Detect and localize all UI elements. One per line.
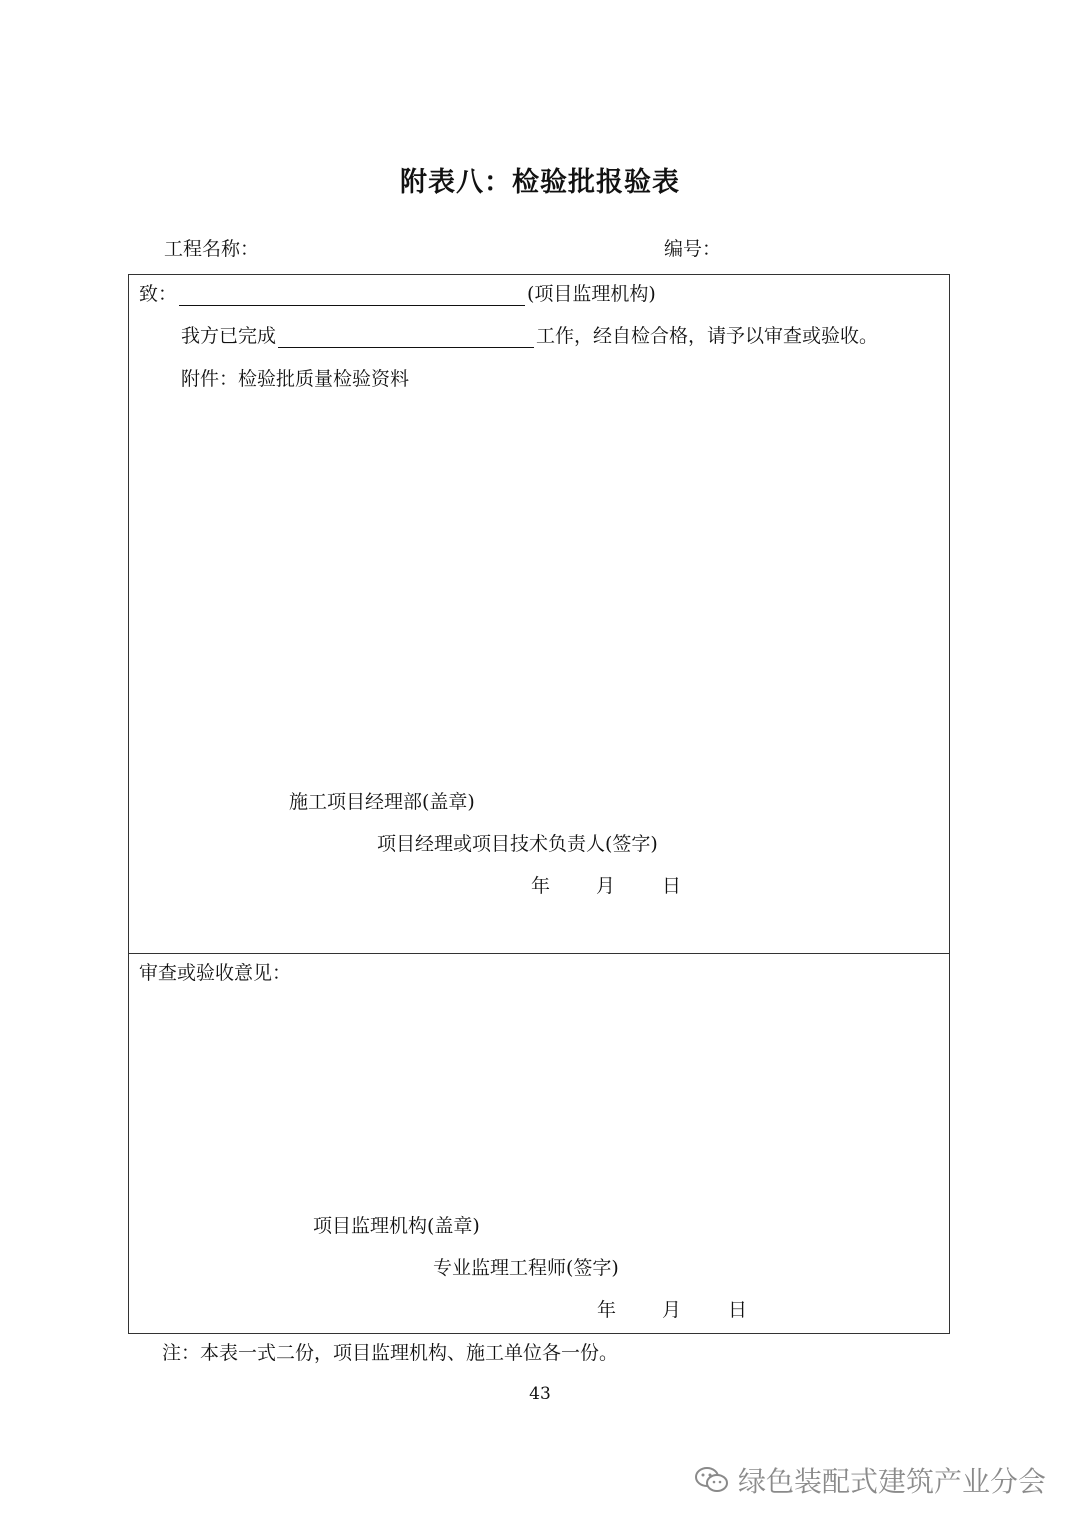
watermark-text: 绿色装配式建筑产业分会 — [737, 1465, 1046, 1498]
addressee-prefix: 致： — [139, 283, 178, 305]
review-opinion-label: 审查或验收意见： — [139, 962, 292, 984]
contractor-date-year: 年 — [531, 875, 551, 897]
completion-statement — [181, 321, 878, 348]
completion-suffix: 工作，经自检合格，请予以审查或验收。 — [536, 325, 879, 347]
section-divider — [129, 953, 949, 954]
page-number: 43 — [529, 1384, 551, 1404]
supervisor-date-day: 日 — [728, 1299, 748, 1321]
wechat-icon — [694, 1465, 730, 1495]
project-name-label: 工程名称： — [164, 238, 260, 260]
completed-work-blank[interactable] — [278, 327, 534, 348]
inspection-form-table — [128, 274, 950, 1334]
footnote: 注：本表一式二份，项目监理机构、施工单位各一份。 — [162, 1342, 619, 1364]
contractor-date-day: 日 — [662, 875, 682, 897]
addressee-line — [139, 279, 656, 306]
number-label: 编号： — [664, 238, 722, 260]
addressee-suffix: (项目监理机构) — [527, 283, 656, 305]
supervisor-date-month: 月 — [662, 1299, 682, 1321]
contractor-seal-label: 施工项目经理部(盖章) — [289, 791, 475, 813]
attachment-line: 附件：检验批质量检验资料 — [181, 368, 410, 390]
contractor-date-month: 月 — [596, 875, 616, 897]
watermark — [694, 1460, 1046, 1500]
supervisor-date-year: 年 — [597, 1299, 617, 1321]
document-title: 附表八：检验批报验表 — [400, 167, 680, 198]
addressee-blank[interactable] — [179, 285, 525, 306]
completion-prefix: 我方已完成 — [181, 325, 277, 347]
supervisor-signer-label: 专业监理工程师(签字) — [433, 1257, 619, 1279]
supervisor-seal-label: 项目监理机构(盖章) — [313, 1215, 480, 1237]
contractor-signer-label: 项目经理或项目技术负责人(签字) — [377, 833, 658, 855]
